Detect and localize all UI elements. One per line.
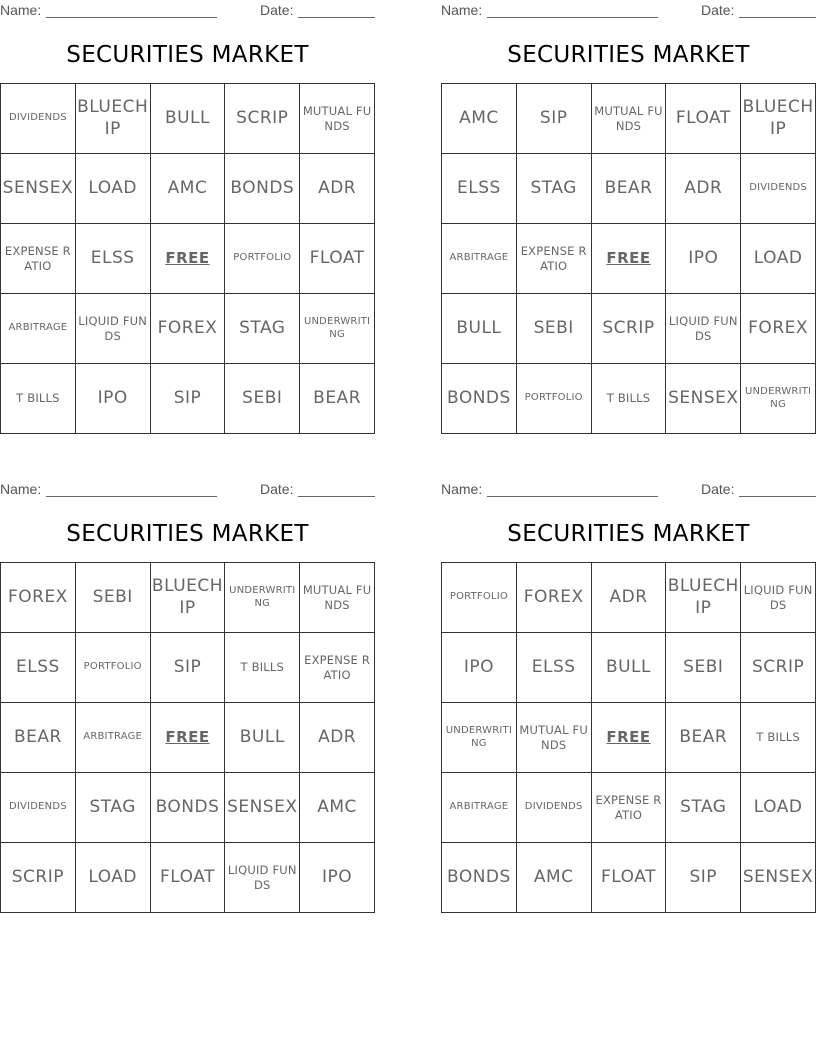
card-title: SECURITIES MARKET: [507, 42, 750, 68]
bingo-cell[interactable]: IPO: [442, 633, 517, 703]
bingo-cell[interactable]: BONDS: [442, 843, 517, 913]
bingo-cell[interactable]: T BILLS: [741, 703, 816, 773]
name-label: Name:: [441, 2, 483, 18]
bingo-cell[interactable]: SIP: [151, 364, 226, 434]
free-space-cell[interactable]: FREE: [151, 703, 226, 773]
bingo-cell[interactable]: FOREX: [517, 563, 592, 633]
bingo-cell[interactable]: LIQUID FUNDS: [666, 294, 741, 364]
date-label: Date:: [701, 2, 735, 18]
bingo-cell[interactable]: AMC: [151, 154, 226, 224]
bingo-cell[interactable]: BONDS: [225, 154, 300, 224]
date-label: Date:: [260, 2, 294, 18]
bingo-cell[interactable]: PORTFOLIO: [517, 364, 592, 434]
bingo-cell[interactable]: ADR: [666, 154, 741, 224]
bingo-cell[interactable]: SEBI: [666, 633, 741, 703]
bingo-cell[interactable]: UNDERWRITING: [300, 294, 375, 364]
free-space-cell[interactable]: FREE: [592, 703, 667, 773]
bingo-cell[interactable]: ADR: [300, 703, 375, 773]
date-field[interactable]: [739, 496, 816, 497]
name-field[interactable]: [46, 496, 217, 497]
bingo-cell[interactable]: T BILLS: [1, 364, 76, 434]
bingo-cell[interactable]: DIVIDENDS: [1, 773, 76, 843]
name-field[interactable]: [46, 17, 217, 18]
bingo-cell[interactable]: IPO: [666, 224, 741, 294]
bingo-cell[interactable]: AMC: [442, 84, 517, 154]
bingo-cell[interactable]: UNDERWRITING: [225, 563, 300, 633]
bingo-cell[interactable]: BULL: [592, 633, 667, 703]
bingo-cell[interactable]: DIVIDENDS: [1, 84, 76, 154]
bingo-cell[interactable]: LIQUID FUNDS: [225, 843, 300, 913]
bingo-cell[interactable]: ELSS: [1, 633, 76, 703]
bingo-cell[interactable]: SCRIP: [592, 294, 667, 364]
bingo-cell[interactable]: BEAR: [1, 703, 76, 773]
bingo-cell[interactable]: SIP: [666, 843, 741, 913]
bingo-cell[interactable]: SCRIP: [741, 633, 816, 703]
bingo-cell[interactable]: LIQUID FUNDS: [76, 294, 151, 364]
bingo-cell[interactable]: BLUECHIP: [76, 84, 151, 154]
bingo-cell[interactable]: SENSEX: [1, 154, 76, 224]
bingo-cell[interactable]: SENSEX: [741, 843, 816, 913]
bingo-cell[interactable]: EXPENSE RATIO: [300, 633, 375, 703]
bingo-cell[interactable]: FOREX: [741, 294, 816, 364]
bingo-cell[interactable]: FLOAT: [666, 84, 741, 154]
bingo-cell[interactable]: MUTUAL FUNDS: [517, 703, 592, 773]
bingo-cell[interactable]: STAG: [517, 154, 592, 224]
bingo-cell[interactable]: BLUECHIP: [741, 84, 816, 154]
bingo-cell[interactable]: AMC: [300, 773, 375, 843]
bingo-cell[interactable]: LOAD: [741, 224, 816, 294]
name-label: Name:: [0, 2, 42, 18]
bingo-cell[interactable]: STAG: [225, 294, 300, 364]
date-field[interactable]: [298, 17, 375, 18]
card-title: SECURITIES MARKET: [66, 42, 309, 68]
bingo-cell[interactable]: IPO: [76, 364, 151, 434]
bingo-cell[interactable]: FLOAT: [300, 224, 375, 294]
card-title: SECURITIES MARKET: [507, 521, 750, 547]
bingo-cell[interactable]: UNDERWRITING: [442, 703, 517, 773]
card-header: [0, 481, 375, 499]
bingo-cell[interactable]: BONDS: [442, 364, 517, 434]
bingo-cell[interactable]: ARBITRAGE: [76, 703, 151, 773]
bingo-cell[interactable]: STAG: [666, 773, 741, 843]
bingo-cell[interactable]: BEAR: [666, 703, 741, 773]
bingo-cell[interactable]: SCRIP: [1, 843, 76, 913]
bingo-cell[interactable]: T BILLS: [225, 633, 300, 703]
name-label: Name:: [441, 481, 483, 497]
bingo-cell[interactable]: AMC: [517, 843, 592, 913]
bingo-cell[interactable]: ADR: [300, 154, 375, 224]
bingo-cell[interactable]: MUTUAL FUNDS: [300, 563, 375, 633]
bingo-cell[interactable]: PORTFOLIO: [225, 224, 300, 294]
bingo-cell[interactable]: SEBI: [517, 294, 592, 364]
bingo-cell[interactable]: BEAR: [300, 364, 375, 434]
bingo-cell[interactable]: FLOAT: [592, 843, 667, 913]
card-header: [441, 481, 816, 499]
bingo-cell[interactable]: FLOAT: [151, 843, 226, 913]
bingo-cell[interactable]: ARBITRAGE: [1, 294, 76, 364]
bingo-cell[interactable]: ARBITRAGE: [442, 773, 517, 843]
card-title: SECURITIES MARKET: [66, 521, 309, 547]
bingo-cell[interactable]: LOAD: [76, 154, 151, 224]
name-label: Name:: [0, 481, 42, 497]
free-space-cell[interactable]: FREE: [592, 224, 667, 294]
date-label: Date:: [260, 481, 294, 497]
bingo-cell[interactable]: SEBI: [225, 364, 300, 434]
bingo-cell[interactable]: T BILLS: [592, 364, 667, 434]
bingo-cell[interactable]: IPO: [300, 843, 375, 913]
bingo-cell[interactable]: EXPENSE RATIO: [517, 224, 592, 294]
bingo-cell[interactable]: ELSS: [517, 633, 592, 703]
bingo-cell[interactable]: SCRIP: [225, 84, 300, 154]
bingo-cell[interactable]: SIP: [151, 633, 226, 703]
bingo-cell[interactable]: BULL: [225, 703, 300, 773]
date-field[interactable]: [739, 17, 816, 18]
bingo-cell[interactable]: BONDS: [151, 773, 226, 843]
bingo-cell[interactable]: SENSEX: [225, 773, 300, 843]
bingo-cell[interactable]: PORTFOLIO: [442, 563, 517, 633]
card-header: [441, 2, 816, 20]
bingo-cell[interactable]: BLUECHIP: [666, 563, 741, 633]
bingo-cell[interactable]: EXPENSE RATIO: [1, 224, 76, 294]
bingo-cell[interactable]: PORTFOLIO: [76, 633, 151, 703]
bingo-cell[interactable]: ARBITRAGE: [442, 224, 517, 294]
card-header: [0, 2, 375, 20]
free-space-cell[interactable]: FREE: [151, 224, 226, 294]
date-label: Date:: [701, 481, 735, 497]
bingo-cell[interactable]: EXPENSE RATIO: [592, 773, 667, 843]
bingo-grid: [0, 562, 375, 913]
bingo-cell[interactable]: LOAD: [76, 843, 151, 913]
bingo-cell[interactable]: BULL: [442, 294, 517, 364]
date-field[interactable]: [298, 496, 375, 497]
bingo-cell[interactable]: ADR: [592, 563, 667, 633]
bingo-cell[interactable]: BEAR: [592, 154, 667, 224]
bingo-cell[interactable]: BULL: [151, 84, 226, 154]
bingo-cell[interactable]: LOAD: [741, 773, 816, 843]
bingo-cell[interactable]: MUTUAL FUNDS: [300, 84, 375, 154]
bingo-cell[interactable]: DIVIDENDS: [517, 773, 592, 843]
bingo-cell[interactable]: BLUECHIP: [151, 563, 226, 633]
bingo-cell[interactable]: SENSEX: [666, 364, 741, 434]
bingo-cell[interactable]: FOREX: [151, 294, 226, 364]
bingo-grid: [0, 83, 375, 434]
bingo-cell[interactable]: MUTUAL FUNDS: [592, 84, 667, 154]
bingo-cell[interactable]: STAG: [76, 773, 151, 843]
bingo-cell[interactable]: DIVIDENDS: [741, 154, 816, 224]
bingo-cell[interactable]: SIP: [517, 84, 592, 154]
bingo-grid: [441, 562, 816, 913]
name-field[interactable]: [487, 17, 658, 18]
bingo-cell[interactable]: ELSS: [442, 154, 517, 224]
bingo-cell[interactable]: SEBI: [76, 563, 151, 633]
bingo-cell[interactable]: LIQUID FUNDS: [741, 563, 816, 633]
bingo-cell[interactable]: UNDERWRITING: [741, 364, 816, 434]
bingo-grid: [441, 83, 816, 434]
name-field[interactable]: [487, 496, 658, 497]
bingo-cell[interactable]: ELSS: [76, 224, 151, 294]
bingo-cell[interactable]: FOREX: [1, 563, 76, 633]
